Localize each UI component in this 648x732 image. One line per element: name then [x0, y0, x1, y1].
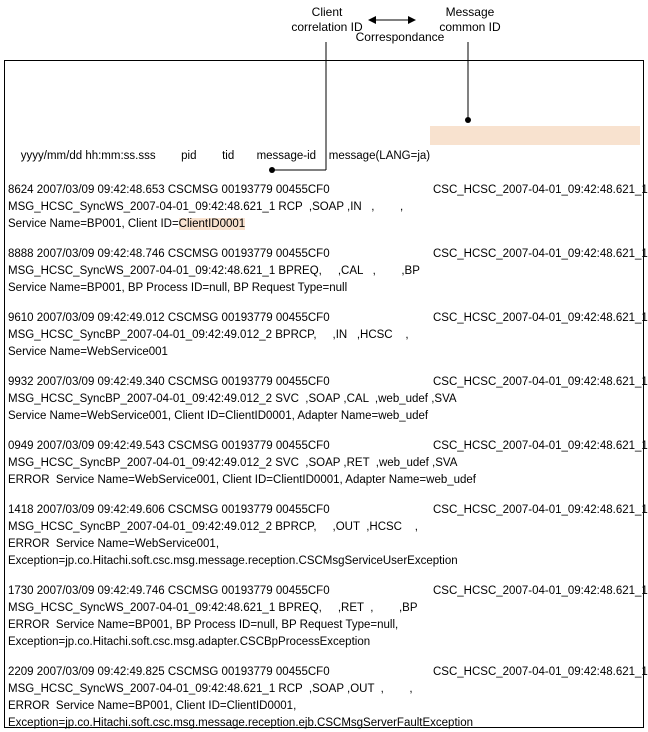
- client-correlation-id-label: Client correlation ID: [291, 5, 363, 34]
- log-line-text: ERROR Service Name=WebService001,: [8, 538, 220, 550]
- log-line: [8, 391, 476, 408]
- log-line: [8, 344, 476, 361]
- message-common-id-label: Message common ID: [439, 5, 501, 34]
- message-common-id: CSC_HCSC_2007-04-01_09:42:48.621_1: [433, 184, 648, 196]
- log-listing: [8, 114, 648, 732]
- log-line: [8, 472, 476, 489]
- log-entry: [8, 246, 648, 310]
- log-line-text: MSG_HCSC_SyncBP_2007-04-01_09:42:49.012_2 BPRCP, ,IN ,HCSC ,: [8, 329, 409, 341]
- log-line: [8, 182, 648, 199]
- log-entry: [8, 310, 648, 374]
- arrow-head-right: [408, 16, 416, 24]
- log-line: [8, 246, 648, 263]
- correspondance-label: Correspondance: [355, 30, 445, 44]
- log-line-text: MSG_HCSC_SyncBP_2007-04-01_09:42:49.012_2 SVC ,SOAP ,CAL ,web_udef ,SVA: [8, 393, 457, 405]
- log-line: [8, 280, 476, 297]
- log-line-text: Exception=jp.co.Hitachi.soft.csc.msg.message.reception.ejb.CSCMsgServerFaultException: [8, 717, 473, 729]
- log-line-text: 9932 2007/03/09 09:42:49.340 CSCMSG 00193779 00455CF0: [8, 376, 330, 388]
- log-line: [8, 536, 476, 553]
- message-common-id: CSC_HCSC_2007-04-01_09:42:48.621_1: [433, 504, 648, 516]
- log-line-text: 0949 2007/03/09 09:42:49.543 CSCMSG 00193779 00455CF0: [8, 440, 330, 452]
- log-line-text: MSG_HCSC_SyncWS_2007-04-01_09:42:48.621_1 RCP ,SOAP ,OUT , ,: [8, 683, 413, 695]
- log-line-text: MSG_HCSC_SyncWS_2007-04-01_09:42:48.621_1 BPREQ, ,CAL , ,BP: [8, 265, 420, 277]
- log-entry: [8, 182, 648, 246]
- log-line-text: Exception=jp.co.Hitachi.soft.csc.msg.message.reception.CSCMsgServiceUserException: [8, 555, 458, 567]
- log-line-text: ERROR Service Name=WebService001, Client ID=ClientID0001, Adapter Name=web_udef: [8, 474, 477, 486]
- log-line: [8, 617, 476, 634]
- log-line-text: 2209 2007/03/09 09:42:49.825 CSCMSG 00193779 00455CF0: [8, 666, 330, 678]
- log-line: [8, 681, 476, 698]
- log-line: [8, 438, 648, 455]
- log-line-text: ERROR Service Name=BP001, Client ID=ClientID0001,: [8, 700, 297, 712]
- log-line: [8, 374, 648, 391]
- log-line: [8, 216, 476, 233]
- log-line-text: 9610 2007/03/09 09:42:49.012 CSCMSG 00193779 00455CF0: [8, 312, 330, 324]
- message-common-id: CSC_HCSC_2007-04-01_09:42:48.621_1: [433, 585, 648, 597]
- log-header: yyyy/mm/dd hh:mm:ss.sss pid tid message-id message(LANG=ja): [8, 150, 431, 162]
- log-line-text: Service Name=BP001, Client ID=: [8, 218, 179, 230]
- log-line: [8, 600, 476, 617]
- log-line: [8, 634, 476, 651]
- message-common-id: CSC_HCSC_2007-04-01_09:42:48.621_1: [433, 376, 648, 388]
- message-common-id: CSC_HCSC_2007-04-01_09:42:48.621_1: [433, 312, 648, 324]
- log-line: [8, 327, 476, 344]
- log-entry: [8, 583, 648, 664]
- log-line: [8, 698, 476, 715]
- log-entry: [8, 374, 648, 438]
- log-line-text: MSG_HCSC_SyncBP_2007-04-01_09:42:49.012_2 SVC ,SOAP ,RET ,web_udef ,SVA: [8, 457, 458, 469]
- log-entry: [8, 664, 648, 732]
- log-line-text: Service Name=BP001, BP Process ID=null, BP Request Type=null: [8, 282, 348, 294]
- client-correlation-id: ClientID0001: [178, 218, 246, 230]
- log-line: [8, 263, 476, 280]
- log-line-text: Service Name=WebService001, Client ID=ClientID0001, Adapter Name=web_udef: [8, 410, 429, 422]
- log-line-text: 8888 2007/03/09 09:42:48.746 CSCMSG 00193779 00455CF0: [8, 248, 330, 260]
- log-line: [8, 583, 648, 600]
- log-entry: [8, 438, 648, 502]
- message-common-id: CSC_HCSC_2007-04-01_09:42:48.621_1: [433, 248, 648, 260]
- log-line-text: MSG_HCSC_SyncWS_2007-04-01_09:42:48.621_1 BPREQ, ,RET , ,BP: [8, 602, 418, 614]
- log-line-text: MSG_HCSC_SyncBP_2007-04-01_09:42:49.012_2 BPRCP, ,OUT ,HCSC ,: [8, 521, 418, 533]
- log-line-text: Exception=jp.co.Hitachi.soft.csc.msg.adapter.CSCBpProcessException: [8, 636, 371, 648]
- log-line: [8, 715, 476, 732]
- message-common-id: CSC_HCSC_2007-04-01_09:42:48.621_1: [433, 666, 648, 678]
- log-entry: [8, 502, 648, 583]
- log-line-text: 8624 2007/03/09 09:42:48.653 CSCMSG 00193779 00455CF0: [8, 184, 330, 196]
- log-line: [8, 519, 476, 536]
- log-line-text: Service Name=WebService001: [8, 346, 168, 358]
- log-line-text: 1730 2007/03/09 09:42:49.746 CSCMSG 00193779 00455CF0: [8, 585, 330, 597]
- log-line: [8, 553, 476, 570]
- log-line-text: ERROR Service Name=BP001, BP Process ID=null, BP Request Type=null,: [8, 619, 399, 631]
- message-common-id: CSC_HCSC_2007-04-01_09:42:48.621_1: [433, 440, 648, 452]
- log-line: [8, 455, 476, 472]
- log-line-text: 1418 2007/03/09 09:42:49.606 CSCMSG 00193779 00455CF0: [8, 504, 330, 516]
- log-line: [8, 408, 476, 425]
- log-line: [8, 502, 648, 519]
- log-line: [8, 199, 476, 216]
- log-line-text: MSG_HCSC_SyncWS_2007-04-01_09:42:48.621_1 RCP ,SOAP ,IN , ,: [8, 201, 404, 213]
- log-line: [8, 310, 648, 327]
- log-line: [8, 664, 648, 681]
